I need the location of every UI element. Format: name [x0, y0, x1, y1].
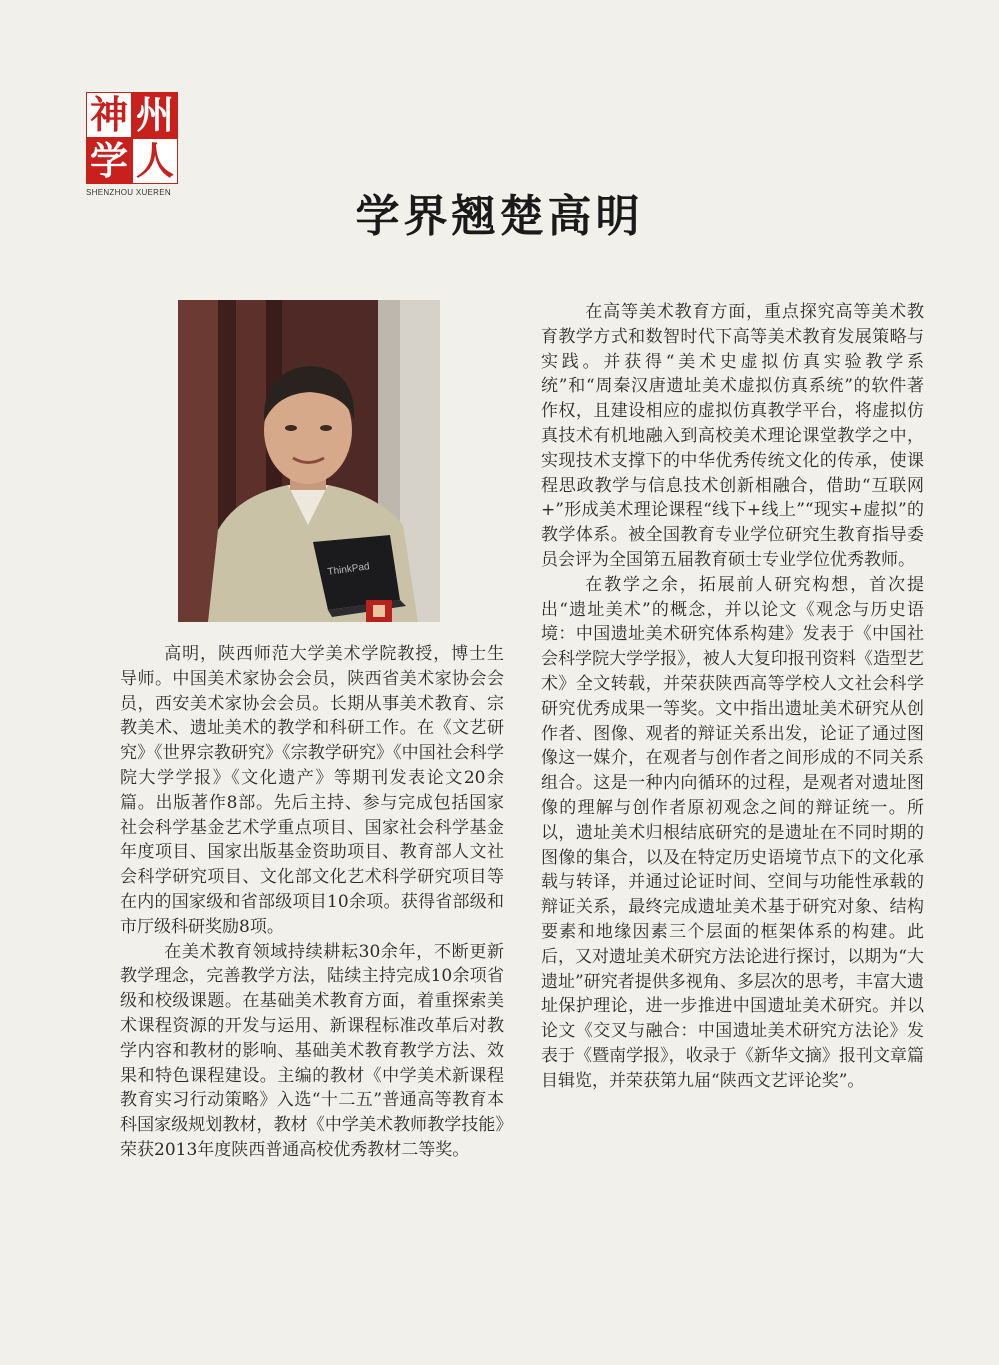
left-column: [120, 642, 504, 1163]
bio-paragraph: 高明，陕西师范大学美术学院教授，博士生导师。中国美术家协会会员，陕西省美术家协会会员，西安美术家协会会员。长期从事美术教育、宗教美术、遗址美术的教学和科研工作。在《文艺研究》《世界宗教研究》《宗教学研究》《中国社会科学院大学学报》《文化遗产》等期刊发表论文20余篇。出版著作8部。先后主持、参与完成包括国家社会科学基金艺术学重点项目、国家社会科学基金年度项目、国家出版基金资助项目、教育部人文社会科学研究项目、文化部文化艺术科学研究项目等在内的国家级和省部级项目10余项。获得省部级和市厅级科研奖励8项。: [120, 644, 504, 937]
portrait-photo: [178, 300, 440, 622]
research-paragraph: 在教学之余，拓展前人研究构想，首次提出“遗址美术”的概念，并以论文《观念与历史语境：中国遗址美术研究体系构建》发表于《中国社会科学院大学学报》，被人大复印报刊资料《造型艺术》全文转载，并荣获陕西高等学校人文社会科学研究优秀成果一等奖。文中指出遗址美术研究从创作者、图像、观者的辩证关系出发，论证了通过图像这一媒介，在观者与创作者之间形成的不同关系组合。这是一种内向循环的过程，是观者对遗址图像的理解与创作者原初观念之间的辩证统一。所以，遗址美术归根结底研究的是遗址在不同时期的图像的集合，以及在特定历史语境节点下的文化承载与转译，并通过论证时间、空间与功能性承载的辩证关系，最终完成遗址美术基于研究对象、结构要素和地缘因素三个层面的框架体系的构建。此后，又对遗址美术研究方法论进行探讨，以期为“大遗址”研究者提供多视角、多层次的思考，丰富大遗址保护理论，进一步推进中国遗址美术研究。并以论文《交叉与融合：中国遗址美术研究方法论》发表于《暨南学报》，收录于《新华文摘》报刊文章篇目辑览，并荣获第九届“陕西文艺评论奖”。: [541, 574, 924, 1091]
right-column: [541, 300, 924, 1094]
logo-char-zhou: 州: [132, 92, 178, 138]
logo-char-ren: 人: [132, 138, 178, 184]
laptop-brand-label: ThinkPad: [326, 561, 371, 578]
logo-char-shen: 神: [86, 92, 132, 138]
logo-subtitle: SHENZHOU XUEREN: [86, 188, 171, 197]
page-title: 学界翘楚高明: [355, 191, 644, 242]
teaching-paragraph: 在美术教育领域持续耕耘30余年，不断更新教学理念，完善教学方法，陆续主持完成10余项省级和校级课题。在基础美术教育方面，着重探索美术课程资源的开发与运用、新课程标准改革后对教学内容和教材的影响、基础美术教育教学方法、效果和特色课程建设。主编的教材《中学美术新课程教育实习行动策略》入选“十二五”普通高等教育本科国家级规划教材，教材《中学美术教师教学技能》荣获2013年度陕西普通高校优秀教材二等奖。: [120, 941, 504, 1160]
logo-char-xue: 学: [86, 138, 132, 184]
higher-education-paragraph: 在高等美术教育方面，重点探究高等美术教育教学方式和数智时代下高等美术教育发展策略与实践。并获得“美术史虚拟仿真实验教学系统”和“周秦汉唐遗址美术虚拟仿真系统”的软件著作权，且建设相应的虚拟仿真教学平台，将虚拟仿真技术有机地融入到高校美术理论课堂教学之中，实现技术支撑下的中华优秀传统文化的传承，使课程思政教学与信息技术创新相融合，借助“互联网+”形成美术理论课程“线下+线上”“现实+虚拟”的教学体系。被全国教育专业学位研究生教育指导委员会评为全国第五届教育硕士专业学位优秀教师。: [541, 302, 924, 570]
